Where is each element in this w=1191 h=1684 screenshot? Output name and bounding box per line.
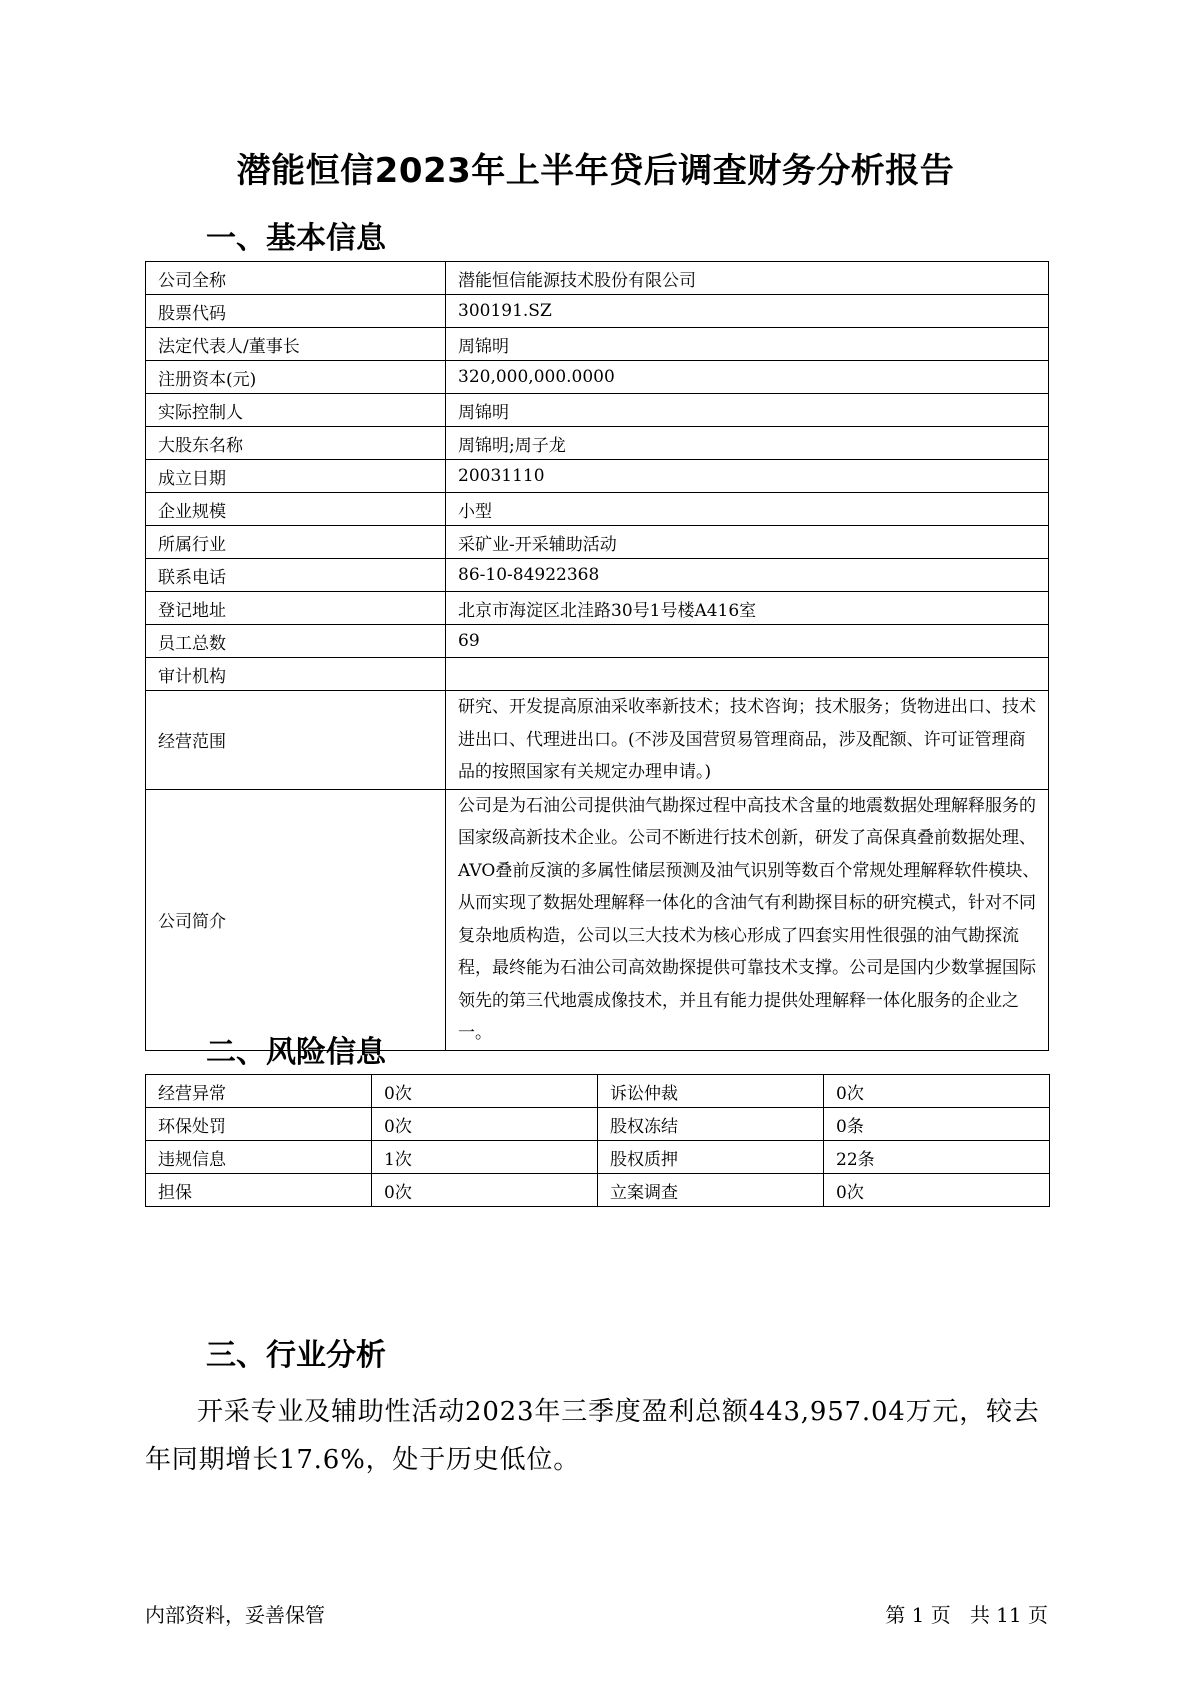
row-label: 成立日期: [146, 460, 446, 493]
row-value: 69: [446, 625, 1049, 658]
section-heading-industry-analysis: 三、行业分析: [206, 1338, 386, 1373]
row-value: 采矿业-开采辅助活动: [446, 526, 1049, 559]
table-row: [146, 789, 1049, 1050]
row-value: 300191.SZ: [446, 295, 1049, 328]
row-value: 北京市海淀区北洼路30号1号楼A416室: [446, 592, 1049, 625]
risk-label: 立案调查: [598, 1174, 824, 1207]
table-row: [146, 262, 1049, 295]
table-row: [146, 361, 1049, 394]
row-value: 20031110: [446, 460, 1049, 493]
risk-label: 经营异常: [146, 1075, 372, 1108]
risk-value: 0次: [372, 1108, 598, 1141]
row-value: [446, 658, 1049, 691]
footer-confidential-note: 内部资料，妥善保管: [145, 1603, 325, 1627]
row-label: 法定代表人/董事长: [146, 328, 446, 361]
table-row: [146, 625, 1049, 658]
risk-label: 违规信息: [146, 1141, 372, 1174]
industry-analysis-paragraph: 开采专业及辅助性活动2023年三季度盈利总额443,957.04万元，较去年同期增长17.6%，处于历史低位。: [145, 1397, 1040, 1475]
table-row: [146, 427, 1049, 460]
risk-info-body: [146, 1075, 1050, 1207]
risk-value: 0条: [824, 1108, 1050, 1141]
risk-label: 股权质押: [598, 1141, 824, 1174]
table-row: [146, 1141, 1050, 1174]
row-value: 小型: [446, 493, 1049, 526]
row-label: 公司全称: [146, 262, 446, 295]
company-profile-value: 公司是为石油公司提供油气勘探过程中高技术含量的地震数据处理解释服务的国家级高新技术企业。公司不断进行技术创新，研发了高保真叠前数据处理、AVO叠前反演的多属性储层预测及油气识别等数百个常规处理解释软件模块、从而实现了数据处理解释一体化的含油气有利勘探目标的研究模式，针对不同复杂地质构造，公司以三大技术为核心形成了四套实用性很强的油气勘探流程，最终能为石油公司高效勘探提供可靠技术支撑。公司是国内少数掌握国际领先的第三代地震成像技术，并且有能力提供处理解释一体化服务的企业之一。: [446, 789, 1049, 1050]
document-title: 潜能恒信2023年上半年贷后调查财务分析报告: [236, 151, 955, 191]
table-row: [146, 394, 1049, 427]
business-scope-value: 研究、开发提高原油采收率新技术；技术咨询；技术服务；货物进出口、技术进出口、代理进出口。(不涉及国营贸易管理商品，涉及配额、许可证管理商品的按照国家有关规定办理申请。): [446, 691, 1049, 790]
row-value: 86-10-84922368: [446, 559, 1049, 592]
risk-label: 环保处罚: [146, 1108, 372, 1141]
row-value: 周锦明;周子龙: [446, 427, 1049, 460]
risk-info-table: [145, 1074, 1050, 1207]
risk-label: 担保: [146, 1174, 372, 1207]
footer-page-number: 第 1 页 共 11 页: [885, 1603, 1048, 1627]
risk-value: 22条: [824, 1141, 1050, 1174]
table-row: [146, 526, 1049, 559]
table-row: [146, 1174, 1050, 1207]
row-value: 潜能恒信能源技术股份有限公司: [446, 262, 1049, 295]
row-label: 企业规模: [146, 493, 446, 526]
row-value: 周锦明: [446, 394, 1049, 427]
row-label: 大股东名称: [146, 427, 446, 460]
basic-info-table: [145, 261, 1049, 1051]
row-label: 员工总数: [146, 625, 446, 658]
section-heading-basic-info: 一、基本信息: [206, 221, 386, 256]
risk-label: 股权冻结: [598, 1108, 824, 1141]
row-label: 登记地址: [146, 592, 446, 625]
table-row: [146, 295, 1049, 328]
table-row: [146, 328, 1049, 361]
table-row: [146, 493, 1049, 526]
risk-label: 诉讼仲裁: [598, 1075, 824, 1108]
risk-value: 0次: [824, 1075, 1050, 1108]
table-row: [146, 1108, 1050, 1141]
row-label: 审计机构: [146, 658, 446, 691]
row-label: 实际控制人: [146, 394, 446, 427]
row-label: 经营范围: [146, 691, 446, 790]
table-row: [146, 592, 1049, 625]
risk-value: 0次: [824, 1174, 1050, 1207]
row-label: 注册资本(元): [146, 361, 446, 394]
table-row: [146, 658, 1049, 691]
row-value: 周锦明: [446, 328, 1049, 361]
table-row: [146, 559, 1049, 592]
row-label: 股票代码: [146, 295, 446, 328]
section-heading-risk-info: 二、风险信息: [206, 1035, 386, 1070]
table-row: [146, 1075, 1050, 1108]
row-label: 联系电话: [146, 559, 446, 592]
table-row: [146, 691, 1049, 790]
table-row: [146, 460, 1049, 493]
risk-value: 0次: [372, 1174, 598, 1207]
row-label: 所属行业: [146, 526, 446, 559]
risk-value: 1次: [372, 1141, 598, 1174]
risk-value: 0次: [372, 1075, 598, 1108]
basic-info-body: [146, 262, 1049, 1051]
row-label: 公司简介: [146, 789, 446, 1050]
row-value: 320,000,000.0000: [446, 361, 1049, 394]
